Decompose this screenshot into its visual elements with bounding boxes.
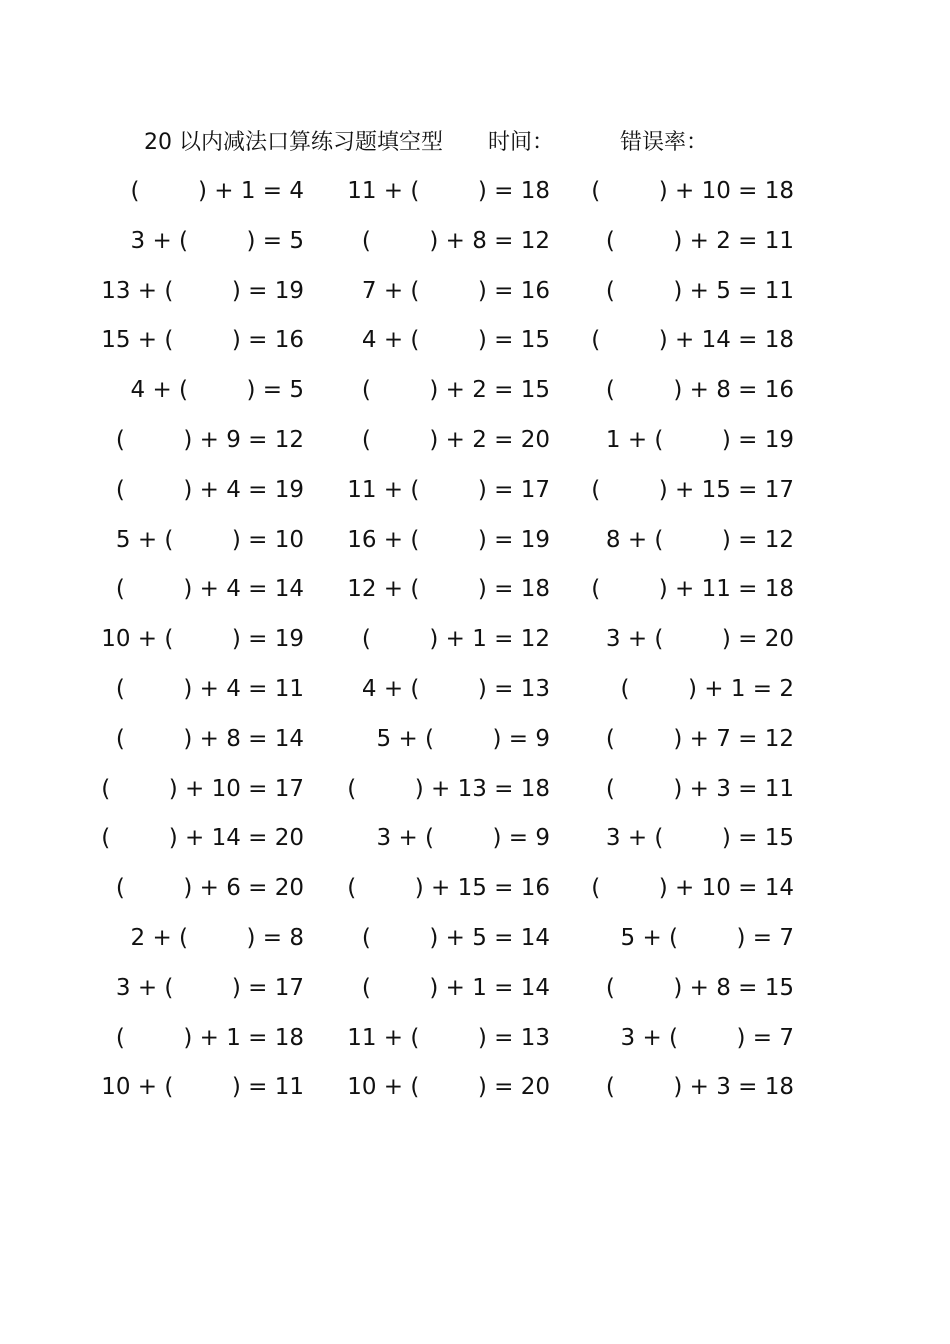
problem-item: ( ) + 6 = 20 <box>115 875 304 902</box>
problem-item: 2 + ( ) = 8 <box>130 924 304 951</box>
problem-item: 4 + ( ) = 15 <box>361 327 550 354</box>
problem-row <box>0 1020 950 1070</box>
problem-item: ( ) + 2 = 11 <box>605 227 794 254</box>
problem-item: ( ) + 8 = 14 <box>115 725 304 752</box>
problem-row <box>0 223 950 273</box>
problem-grid <box>0 173 950 1119</box>
problem-item: ( ) + 10 = 14 <box>591 875 794 902</box>
worksheet-title: 20 以内减法口算练习题填空型 <box>144 130 443 155</box>
problem-row <box>0 771 950 821</box>
problem-row <box>0 372 950 422</box>
problem-item: ( ) + 5 = 11 <box>605 277 794 304</box>
problem-item: ( ) + 3 = 11 <box>605 775 794 802</box>
problem-row <box>0 621 950 671</box>
problem-item: ( ) + 9 = 12 <box>115 426 304 453</box>
problem-item: ( ) + 8 = 16 <box>605 377 794 404</box>
problem-item: 1 + ( ) = 19 <box>605 426 794 453</box>
problem-item: 10 + ( ) = 11 <box>101 1074 304 1101</box>
problem-item: 12 + ( ) = 18 <box>347 576 550 603</box>
problem-row <box>0 273 950 323</box>
problem-row <box>0 472 950 522</box>
problem-item: ( ) + 15 = 16 <box>347 875 550 902</box>
problem-row <box>0 671 950 721</box>
problem-item: 11 + ( ) = 13 <box>347 1024 550 1051</box>
problem-item: 5 + ( ) = 10 <box>115 526 304 553</box>
problem-row <box>0 820 950 870</box>
error-rate-label: 错误率： <box>620 130 709 155</box>
problem-item: ( ) + 1 = 14 <box>361 974 550 1001</box>
problem-item: 3 + ( ) = 7 <box>620 1024 794 1051</box>
problem-item: ( ) + 8 = 15 <box>605 974 794 1001</box>
problem-item: ( ) + 10 = 17 <box>101 775 304 802</box>
problem-item: 15 + ( ) = 16 <box>101 327 304 354</box>
problem-row <box>0 522 950 572</box>
problem-item: 5 + ( ) = 9 <box>376 725 550 752</box>
problem-row <box>0 721 950 771</box>
problem-item: ( ) + 15 = 17 <box>591 476 794 503</box>
problem-row <box>0 571 950 621</box>
problem-item: 5 + ( ) = 7 <box>620 924 794 951</box>
problem-item: ( ) + 3 = 18 <box>605 1074 794 1101</box>
problem-row <box>0 422 950 472</box>
problem-row <box>0 970 950 1020</box>
problem-row <box>0 322 950 372</box>
problem-item: 7 + ( ) = 16 <box>361 277 550 304</box>
problem-item: 10 + ( ) = 20 <box>347 1074 550 1101</box>
problem-row <box>0 1069 950 1119</box>
problem-item: ( ) + 7 = 12 <box>605 725 794 752</box>
problem-item: ( ) + 2 = 20 <box>361 426 550 453</box>
problem-item: 4 + ( ) = 5 <box>130 377 304 404</box>
problem-item: 3 + ( ) = 17 <box>115 974 304 1001</box>
time-label: 时间： <box>488 130 555 155</box>
problem-item: ( ) + 1 = 18 <box>115 1024 304 1051</box>
problem-item: ( ) + 1 = 2 <box>620 675 794 702</box>
problem-item: ( ) + 13 = 18 <box>347 775 550 802</box>
problem-item: ( ) + 8 = 12 <box>361 227 550 254</box>
problem-item: 10 + ( ) = 19 <box>101 626 304 653</box>
problem-item: 3 + ( ) = 5 <box>130 227 304 254</box>
problem-item: ( ) + 4 = 19 <box>115 476 304 503</box>
problem-row <box>0 920 950 970</box>
problem-item: ( ) + 1 = 4 <box>130 178 304 204</box>
problem-row <box>0 870 950 920</box>
problem-item: 16 + ( ) = 19 <box>347 526 550 553</box>
problem-item: ( ) + 1 = 12 <box>361 626 550 653</box>
problem-item: 11 + ( ) = 18 <box>347 178 550 204</box>
problem-item: 13 + ( ) = 19 <box>101 277 304 304</box>
problem-item: ( ) + 4 = 14 <box>115 576 304 603</box>
problem-item: 3 + ( ) = 9 <box>376 825 550 852</box>
problem-item: 11 + ( ) = 17 <box>347 476 550 503</box>
problem-item: ( ) + 14 = 20 <box>101 825 304 852</box>
problem-item: 3 + ( ) = 20 <box>605 626 794 653</box>
problem-row <box>0 173 950 223</box>
problem-item: 3 + ( ) = 15 <box>605 825 794 852</box>
problem-item: ( ) + 11 = 18 <box>591 576 794 603</box>
problem-item: 4 + ( ) = 13 <box>361 675 550 702</box>
worksheet-header <box>0 125 950 161</box>
problem-item: ( ) + 5 = 14 <box>361 924 550 951</box>
problem-item: ( ) + 4 = 11 <box>115 675 304 702</box>
problem-item: 8 + ( ) = 12 <box>605 526 794 553</box>
problem-item: ( ) + 10 = 18 <box>591 178 794 204</box>
problem-item: ( ) + 2 = 15 <box>361 377 550 404</box>
problem-item: ( ) + 14 = 18 <box>591 327 794 354</box>
